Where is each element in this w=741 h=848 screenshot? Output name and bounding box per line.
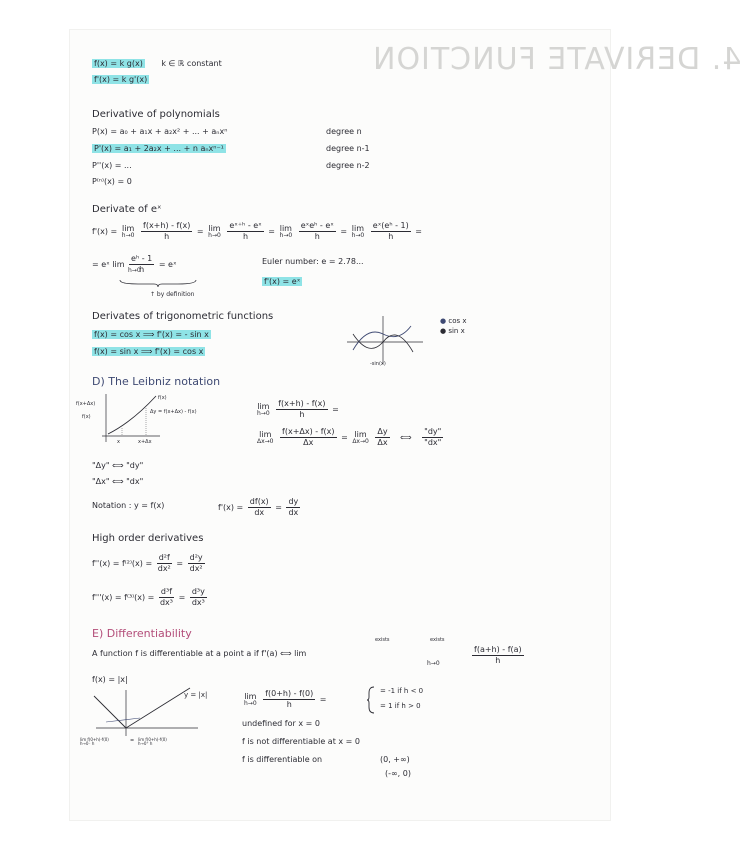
graph-fxdx: f(x+Δx) bbox=[76, 401, 96, 407]
graph-fx-top: f(x) bbox=[158, 395, 167, 401]
secant-graph bbox=[92, 392, 162, 444]
differentiable-on-note: f is differentiable on bbox=[242, 755, 323, 764]
euler-number: Euler number: e = 2.78... bbox=[262, 257, 364, 266]
not-differentiable-note: f is not differentiable at x = 0 bbox=[242, 737, 360, 746]
cos-derivative: f(x) = cos x ⟹ f'(x) = - sin x bbox=[94, 330, 209, 339]
graph-fx: f(x) bbox=[82, 414, 91, 420]
poly-degree-2: degree n-2 bbox=[326, 161, 370, 170]
poly-eq-1: P'(x) = a₁ + 2a₂x + ... + n aₙxⁿ⁻¹ bbox=[94, 144, 224, 153]
second-derivative: f''(x) = f⁽²⁾(x) = $\frac{\text{d²f}}{\text{dx²}}$ = $\frac{\text{d²y}}{\text{dx²}}$ bbox=[92, 553, 203, 573]
scalar-rule-derivative: f'(x) = k g'(x) bbox=[94, 75, 148, 84]
graph-xdx: x+Δx bbox=[138, 439, 152, 445]
high-order-heading: High order derivatives bbox=[92, 533, 204, 544]
leibniz-heading: D) The Leibniz notation bbox=[92, 375, 221, 388]
third-derivative: f'''(x) = f⁽³⁾(x) = $\frac{\text{d³f}}{\text{dx³}}$ = $\frac{\text{d³y}}{\text{dx³}}$ bbox=[92, 587, 205, 607]
poly-degree-1: degree n-1 bbox=[326, 144, 370, 153]
poly-degree-0: degree n bbox=[326, 127, 362, 136]
graph-dy: Δy = f(x+Δx) - f(x) bbox=[150, 409, 197, 415]
delta-x-map: "Δx" ⟺ "dx" bbox=[92, 477, 144, 486]
poly-heading: Derivative of polynomials bbox=[92, 109, 220, 120]
ex-limit-chain: f'(x) = lim h→0 $\frac{f(x+h) - f(x)}{h}$ = lim h→0 $\frac{\text{eˣ⁺ʰ - eˣ}}{h}$ = lim h→0 $\frac{\text{eˣeʰ - eˣ}}{h}$ = lim h→0 $\frac{\text{eˣ(eʰ - 1)}}{h}$ = bbox=[92, 221, 422, 241]
exists-label-1: exists bbox=[375, 637, 390, 643]
case-negative: = -1 if h < 0 bbox=[380, 687, 424, 695]
ex-heading: Derivate of eˣ bbox=[92, 204, 162, 215]
diff-h-to-zero: h→0 bbox=[427, 660, 440, 667]
ghost-title: 4. DERIVATE FUNCTION bbox=[372, 42, 741, 77]
exists-label-2: exists bbox=[430, 637, 445, 643]
trig-graph bbox=[345, 312, 425, 368]
constant-note: k ∈ ℝ constant bbox=[161, 59, 222, 68]
poly-eq-2: P''(x) = ... bbox=[92, 161, 132, 170]
diff-heading: E) Differentiability bbox=[92, 627, 192, 640]
scalar-rule: f(x) = k g(x) bbox=[94, 59, 143, 68]
diff-quotient: $\frac{f(a+h) - f(a)}{h}$ bbox=[474, 645, 522, 665]
delta-y-map: "Δy" ⟺ "dy" bbox=[92, 461, 144, 470]
notation-derivative: f'(x) = $\frac{df(x)}{dx}$ = $\frac{dy}{dx}$ bbox=[218, 497, 299, 517]
abs-function: f(x) = |x| bbox=[92, 675, 128, 684]
legend-cos: ● cos x bbox=[440, 317, 467, 325]
leibniz-delta: lim Δx→0 $\frac{f(x+\Delta x) - f(x)}{\Delta x}$ = lim Δx→0 $\frac{\Delta y}{\Delta x}$ ⟺ $\frac{"dy"}{"dx"}$ bbox=[257, 427, 442, 447]
case-positive: = 1 if h > 0 bbox=[380, 702, 421, 710]
left-limit-note: lim f(0+h)-f(0) h→0⁻ h bbox=[80, 737, 109, 746]
interval-positive: (0, +∞) bbox=[380, 755, 410, 764]
h-to-zero: h→0 bbox=[128, 267, 141, 274]
interval-negative: (-∞, 0) bbox=[385, 769, 411, 778]
right-limit-note: lim f(0+h)-f(0) h→0⁺ h bbox=[138, 737, 167, 746]
curly-brace-icon bbox=[366, 686, 376, 714]
poly-eq-3: P⁽ⁿ⁾(x) = 0 bbox=[92, 177, 132, 186]
poly-eq-0: P(x) = a₀ + a₁x + a₂x² + ... + aₙxⁿ bbox=[92, 127, 228, 136]
diff-statement: A function f is differentiable at a point a if f'(a) ⟺ lim bbox=[92, 649, 307, 658]
limit-eq-sign: = bbox=[130, 738, 135, 744]
leibniz-def: lim h→0 $\frac{f(x+h) - f(x)}{h}$ = bbox=[257, 399, 339, 419]
ex-limit-result: = eˣ lim $\frac{\text{eʰ - 1}}{h}$ = eˣ bbox=[92, 254, 177, 274]
abs-limit: lim h→0 $\frac{f(0+h) - f(0)}{h}$ = bbox=[244, 689, 327, 709]
ex-derivative-result: f'(x) = eˣ bbox=[264, 277, 301, 286]
abs-graph-label: y = |x| bbox=[184, 691, 208, 699]
undefined-note: undefined for x = 0 bbox=[242, 719, 320, 728]
brace-icon bbox=[118, 278, 198, 288]
notation-label: Notation : y = f(x) bbox=[92, 501, 165, 510]
graph-label: -sin(x) bbox=[370, 361, 386, 367]
sin-derivative: f(x) = sin x ⟹ f'(x) = cos x bbox=[94, 347, 204, 356]
by-definition-note: ↑ by definition bbox=[150, 291, 195, 298]
graph-x: x bbox=[117, 439, 120, 445]
legend-sin: ● sin x bbox=[440, 327, 465, 335]
trig-heading: Derivates of trigonometric functions bbox=[92, 311, 274, 322]
